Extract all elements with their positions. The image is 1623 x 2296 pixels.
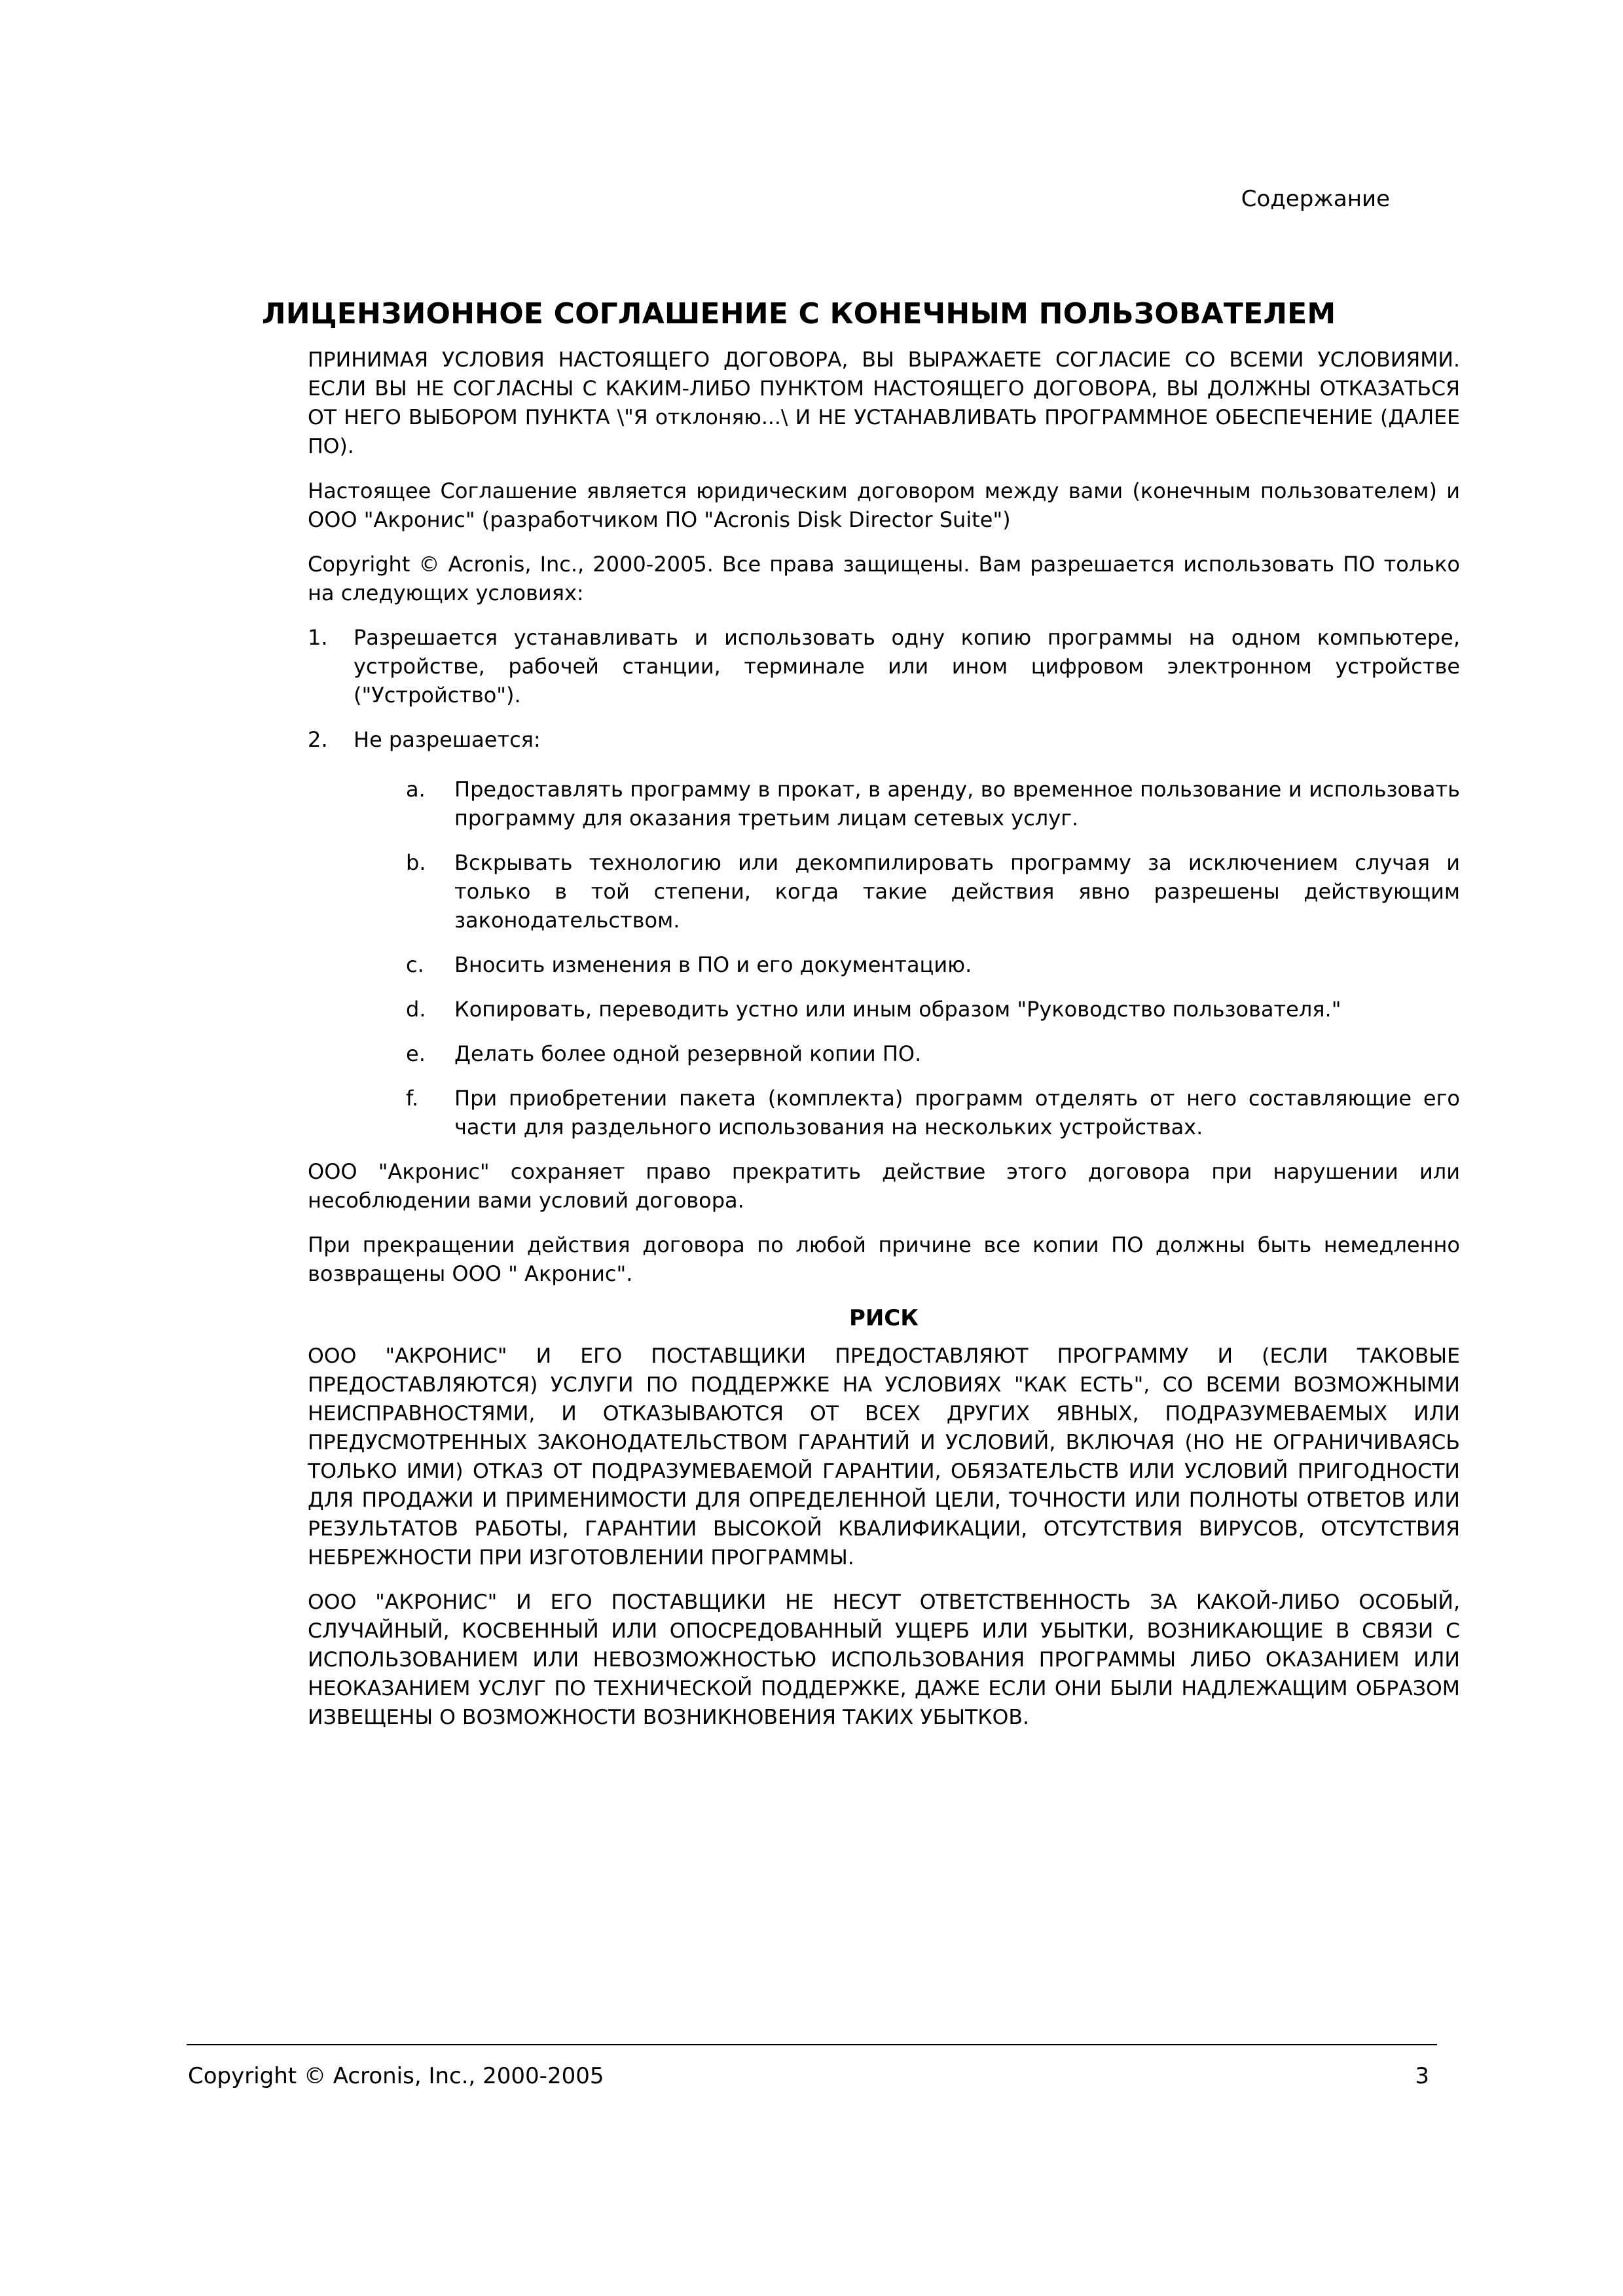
footer-divider [187, 2044, 1437, 2045]
list-marker: e. [406, 1041, 426, 1066]
list-item-text: Вскрывать технологию или декомпилировать программу за исключением случая и только в той степени, когда такие действия явно разрешены действующим законодательством. [454, 850, 1460, 933]
list-item [406, 848, 1460, 935]
copyright-paragraph: Copyright © Acronis, Inc., 2000-2005. Все права защищены. Вам разрешается использовать ПО только на следующих условиях: [308, 552, 1460, 605]
agreement-paragraph: Настоящее Соглашение является юридическим договором между вами (конечным пользователем) и ООО "Акронис" (разработчиком ПО "Acronis Disk Director Suite") [308, 478, 1460, 532]
risk-paragraph-1: ООО "АКРОНИС" И ЕГО ПОСТАВЩИКИ ПРЕДОСТАВЛЯЮТ ПРОГРАММУ И (ЕСЛИ ТАКОВЫЕ ПРЕДОСТАВЛЯЮТСЯ) УСЛУГИ ПО ПОДДЕРЖКЕ НА УСЛОВИЯХ "КАК ЕСТЬ", СО ВСЕМИ ВОЗМОЖНЫМИ НЕИСПРАВНОСТЯМИ, И ОТКАЗЫВАЮТСЯ ОТ ВСЕХ ДРУГИХ ЯВНЫХ, ПОДРАЗУМЕВАЕМЫХ ИЛИ ПРЕДУСМОТРЕННЫХ ЗАКОНОДАТЕЛЬСТВОМ ГАРАНТИЙ И УСЛОВИЙ, ВКЛЮЧАЯ (НО НЕ ОГРАНИЧИВАЯСЬ ТОЛЬКО ИМИ) ОТКАЗ ОТ ПОДРАЗУМЕВАЕМОЙ ГАРАНТИИ, ОБЯЗАТЕЛЬСТВ ИЛИ УСЛОВИЙ ПРИГОДНОСТИ ДЛЯ ПРОДАЖИ И ПРИМЕНИМОСТИ ДЛЯ ОПРЕДЕЛЕННОЙ ЦЕЛИ, ТОЧНОСТИ ИЛИ ПОЛНОТЫ ОТВЕТОВ ИЛИ РЕЗУЛЬТАТОВ РАБОТЫ, ГАРАНТИИ ВЫСОКОЙ КВАЛИФИКАЦИИ, ОТСУТСТВИЯ ВИРУСОВ, ОТСУТСТВИЯ НЕБРЕЖНОСТИ ПРИ ИЗГОТОВЛЕНИИ ПРОГРАММЫ. [308, 1344, 1460, 1570]
list-item [406, 775, 1460, 833]
terms-list [308, 623, 1460, 1141]
list-item-text: Делать более одной резервной копии ПО. [454, 1041, 922, 1066]
page-title: ЛИЦЕНЗИОННОЕ СОГЛАШЕНИЕ С КОНЕЧНЫМ ПОЛЬЗОВАТЕЛЕМ [262, 297, 1336, 331]
list-marker: 2. [308, 727, 328, 752]
termination-paragraph-2: При прекращении действия договора по любой причине все копии ПО должны быть немедленно возвращены ООО " Акронис". [308, 1232, 1460, 1286]
list-item-text: Копировать, переводить устно или иным образом "Руководство пользователя." [454, 997, 1341, 1022]
risk-heading: РИСК [848, 1305, 919, 1331]
termination-paragraph-1: ООО "Акронис" сохраняет право прекратить действие этого договора при нарушении или несоблюдении вами условий договора. [308, 1159, 1460, 1213]
list-item-text: Предоставлять программу в прокат, в аренду, во временное пользование и использовать программу для оказания третьим лицам сетевых услуг. [454, 777, 1460, 831]
footer-copyright: Copyright © Acronis, Inc., 2000-2005 [188, 2063, 604, 2089]
list-item [406, 1039, 1460, 1068]
list-item [406, 1084, 1460, 1141]
list-marker: a. [406, 777, 426, 802]
list-item [308, 725, 1460, 1141]
list-item-text: Вносить изменения в ПО и его документацию. [454, 952, 972, 977]
license-agreement [262, 295, 1460, 1748]
list-marker: f. [406, 1086, 419, 1111]
list-item [406, 950, 1460, 979]
prohibited-actions-list [406, 775, 1460, 1141]
list-item [308, 623, 1460, 709]
risk-paragraph-2: ООО "АКРОНИС" И ЕГО ПОСТАВЩИКИ НЕ НЕСУТ ОТВЕТСТВЕННОСТЬ ЗА КАКОЙ-ЛИБО ОСОБЫЙ, СЛУЧАЙНЫЙ, КОСВЕННЫЙ ИЛИ ОПОСРЕДОВАННЫЙ УЩЕРБ ИЛИ УБЫТКИ, ВОЗНИКАЮЩИЕ В СВЯЗИ С ИСПОЛЬЗОВАНИЕМ ИЛИ НЕВОЗМОЖНОСТЬЮ ИСПОЛЬЗОВАНИЯ ПРОГРАММЫ ЛИБО ОКАЗАНИЕМ ИЛИ НЕОКАЗАНИЕМ УСЛУГ ПО ТЕХНИЧЕСКОЙ ПОДДЕРЖКЕ, ДАЖЕ ЕСЛИ ОНИ БЫЛИ НАДЛЕЖАЩИМ ОБРАЗОМ ИЗВЕЩЕНЫ О ВОЗМОЖНОСТИ ВОЗНИКНОВЕНИЯ ТАКИХ УБЫТКОВ. [308, 1590, 1460, 1729]
list-item-text: При приобретении пакета (комплекта) программ отделять от него составляющие его части для раздельного использования на нескольких устройствах. [454, 1086, 1460, 1139]
list-marker: 1. [308, 625, 328, 650]
list-item-text: Разрешается устанавливать и использовать одну копию программы на одном компьютере, устройстве, рабочей станции, терминале или ином цифровом электронном устройстве ("Устройство"). [354, 625, 1460, 708]
list-marker: c. [406, 952, 424, 977]
list-item [406, 995, 1460, 1024]
agreement-body [308, 346, 1460, 1732]
contents-link[interactable]: Содержание [1241, 186, 1390, 212]
list-marker: b. [406, 850, 426, 875]
page-number: 3 [1415, 2063, 1429, 2089]
list-marker: d. [406, 997, 426, 1022]
intro-caps-paragraph: ПРИНИМАЯ УСЛОВИЯ НАСТОЯЩЕГО ДОГОВОРА, ВЫ ВЫРАЖАЕТЕ СОГЛАСИЕ СО ВСЕМИ УСЛОВИЯМИ. ЕСЛИ ВЫ НЕ СОГЛАСНЫ С КАКИМ-ЛИБО ПУНКТОМ НАСТОЯЩЕГО ДОГОВОРА, ВЫ ДОЛЖНЫ ОТКАЗАТЬСЯ ОТ НЕГО ВЫБОРОМ ПУНКТА \"Я отклоняю...\ И НЕ УСТАНАВЛИВАТЬ ПРОГРАММНОЕ ОБЕСПЕЧЕНИЕ (ДАЛЕЕ ПО). [308, 348, 1460, 458]
list-item-text: Не разрешается: [354, 727, 541, 752]
